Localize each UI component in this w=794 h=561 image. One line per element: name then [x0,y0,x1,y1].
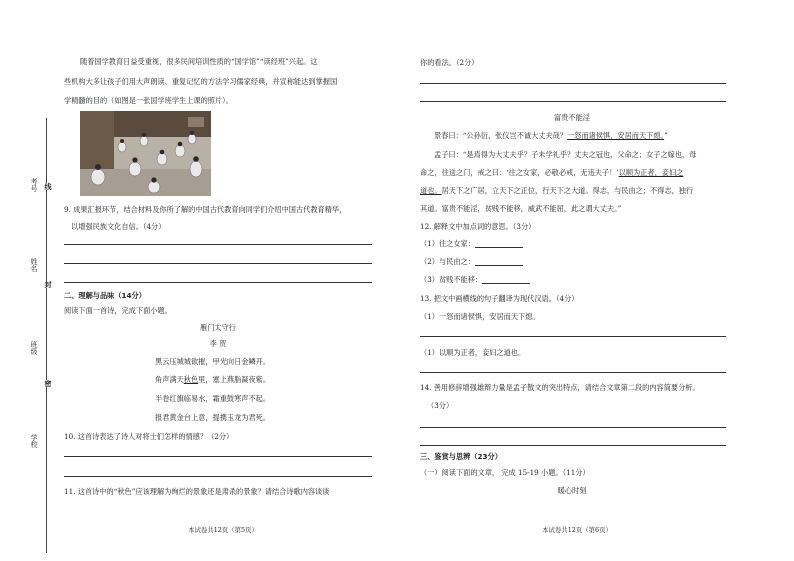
answer-line-14a[interactable] [420,427,726,428]
essay-title: 暖心时刻 [557,486,587,495]
poem-title: 雁门太守行 [200,323,236,332]
binding-label-kaohao: 考号 [30,178,38,192]
passage-p2-underlined-2: 道也。 [420,186,442,195]
binding-label-xingming: 姓名 [30,258,38,272]
section-2-intro: 阅读下面一首诗，完成下面小题。 [64,306,172,315]
answer-line-9a[interactable] [64,244,372,245]
answer-line-9b[interactable] [64,263,372,264]
answer-line-10b[interactable] [64,476,372,477]
question-12-label-1: （1）往之女家： [420,239,475,248]
question-10: 10. 这首诗表达了诗人对将士们怎样的情感？（2分） [64,432,234,441]
passage-p2-line-1: 孟子曰：“是焉得为大丈夫乎？子未学礼乎？丈夫之冠也，父命之；女子之嫁也，母 [434,150,697,159]
answer-line-14b[interactable] [420,445,726,446]
answer-line-13a[interactable] [420,336,726,337]
question-11-cont: 你的看法。（2分） [420,58,479,67]
passage-p1-a: 景春曰：“公孙衍、张仪岂不诚大丈夫哉？ [434,131,568,140]
passage-title: 富贵不能淫 [554,113,590,122]
poem-line-2 [155,375,270,384]
intro-line-2: 些机构大多让孩子们用大声朗读、重复记忆的方法学习儒家经典，并宣称能达到掌握国 [64,77,338,86]
footer-right: 本试卷共12页（第6页） [542,526,612,534]
answer-line-11a[interactable] [420,83,726,84]
passage-p1 [434,131,668,140]
answer-blank-12-3[interactable] [482,276,530,284]
classroom-photo [80,111,211,196]
answer-blank-12-2[interactable] [475,258,523,266]
answer-line-9c[interactable] [64,282,372,283]
binding-label-xuexiao: 学校 [30,434,38,448]
binding-mark-feng: 封 [44,281,53,288]
binding-label-banji: 班级 [30,341,38,355]
question-13-item-2: （1）以顺为正者，妾妇之道也。 [420,348,526,357]
poem-line-3: 半卷红旗临易水，霜重鼓寒声不起。 [155,394,271,403]
poem-line-2-a: 角声满天 [155,375,184,384]
poem-author: 李 贺 [209,339,227,348]
section-3-title: 三、鉴赏与思辨（23分） [420,452,502,461]
question-13-item-1: （1）一怒而诸侯惧，安居而天下熄。 [420,312,540,321]
passage-p2-underlined-1: 以顺为正者，妾妇之 [618,168,684,177]
passage-p2-line-2-a: 命之，往送之门，戒之曰：‘往之女家，必敬必戒，无违夫子！’ [420,168,619,177]
answer-blank-12-1[interactable] [475,240,523,248]
passage-p1-underlined: 一怒而诸侯惧，安居而天下熄。 [567,131,665,140]
passage-p2-line-4: 其道。富贵不能淫，贫贱不能移，威武不能屈，此之谓大丈夫。” [420,204,622,213]
answer-line-10a[interactable] [64,456,372,457]
footer-left: 本试卷共12页（第5页） [188,526,258,534]
question-14-line-1: 14. 善用修辞增强雄辩力量是孟子散文的突出特点，请结合文章第二段的内容简要分析。 [420,383,700,392]
question-9-line-2: 以增强民族文化自信。（4分） [71,222,166,231]
poem-line-4: 报君黄金台上意，提携玉龙为君死。 [155,413,271,422]
question-9-line-1: 9. 成果汇报环节，结合材料及你所了解的中国古代教育向同学们介绍中国古代教育精华， [64,205,347,214]
answer-line-11b[interactable] [420,101,726,102]
passage-p2-line-3 [420,186,693,195]
section-2-title: 二、理解与品味（14分） [64,291,146,300]
answer-line-13b[interactable] [420,372,726,373]
intro-line-3: 学精髓的目的（如图是一张国学班学生上课的照片）。 [64,96,233,105]
passage-p2-line-3-rest: 居天下之广居，立天下之正位，行天下之大道。得志，与民由之；不得志，独行 [441,186,694,195]
question-11: 11. 这首诗中的“秋色”应该理解为绚烂的景象还是肃杀的景象？请结合诗歌内容谈谈 [64,487,330,496]
intro-line-1: 随着国学教育日益受重视，很多民间培训性质的“国学馆”“读经班”兴起。这 [80,57,318,66]
passage-p1-c: ” [664,131,668,140]
question-12-label-3: （3）贫贱不能移： [420,275,483,284]
question-12-label-2: （2）与民由之： [420,257,475,266]
poem-line-2-c: 里，塞上燕脂凝夜紫。 [198,375,271,384]
poem-line-1: 黑云压城城欲摧，甲光向日金鳞开。 [155,357,271,366]
question-12-item-2 [420,257,523,266]
binding-mark-xian: 线 [44,183,53,190]
question-12-item-1 [420,239,523,248]
question-14-line-2: （3分） [427,401,454,410]
question-12-item-3 [420,275,530,284]
passage-p2-line-2 [420,168,683,177]
question-12: 12. 解释文中加点词的意思。（3分） [420,222,536,231]
binding-mark-mi: 密 [44,380,53,387]
question-13: 13. 把文中画横线的句子翻译为现代汉语。（4分） [420,294,579,303]
section-3-intro: （一）阅读下面的文章， 完成 15-19 小题。（11分） [420,468,590,477]
poem-line-2-b: 秋色 [183,375,199,384]
